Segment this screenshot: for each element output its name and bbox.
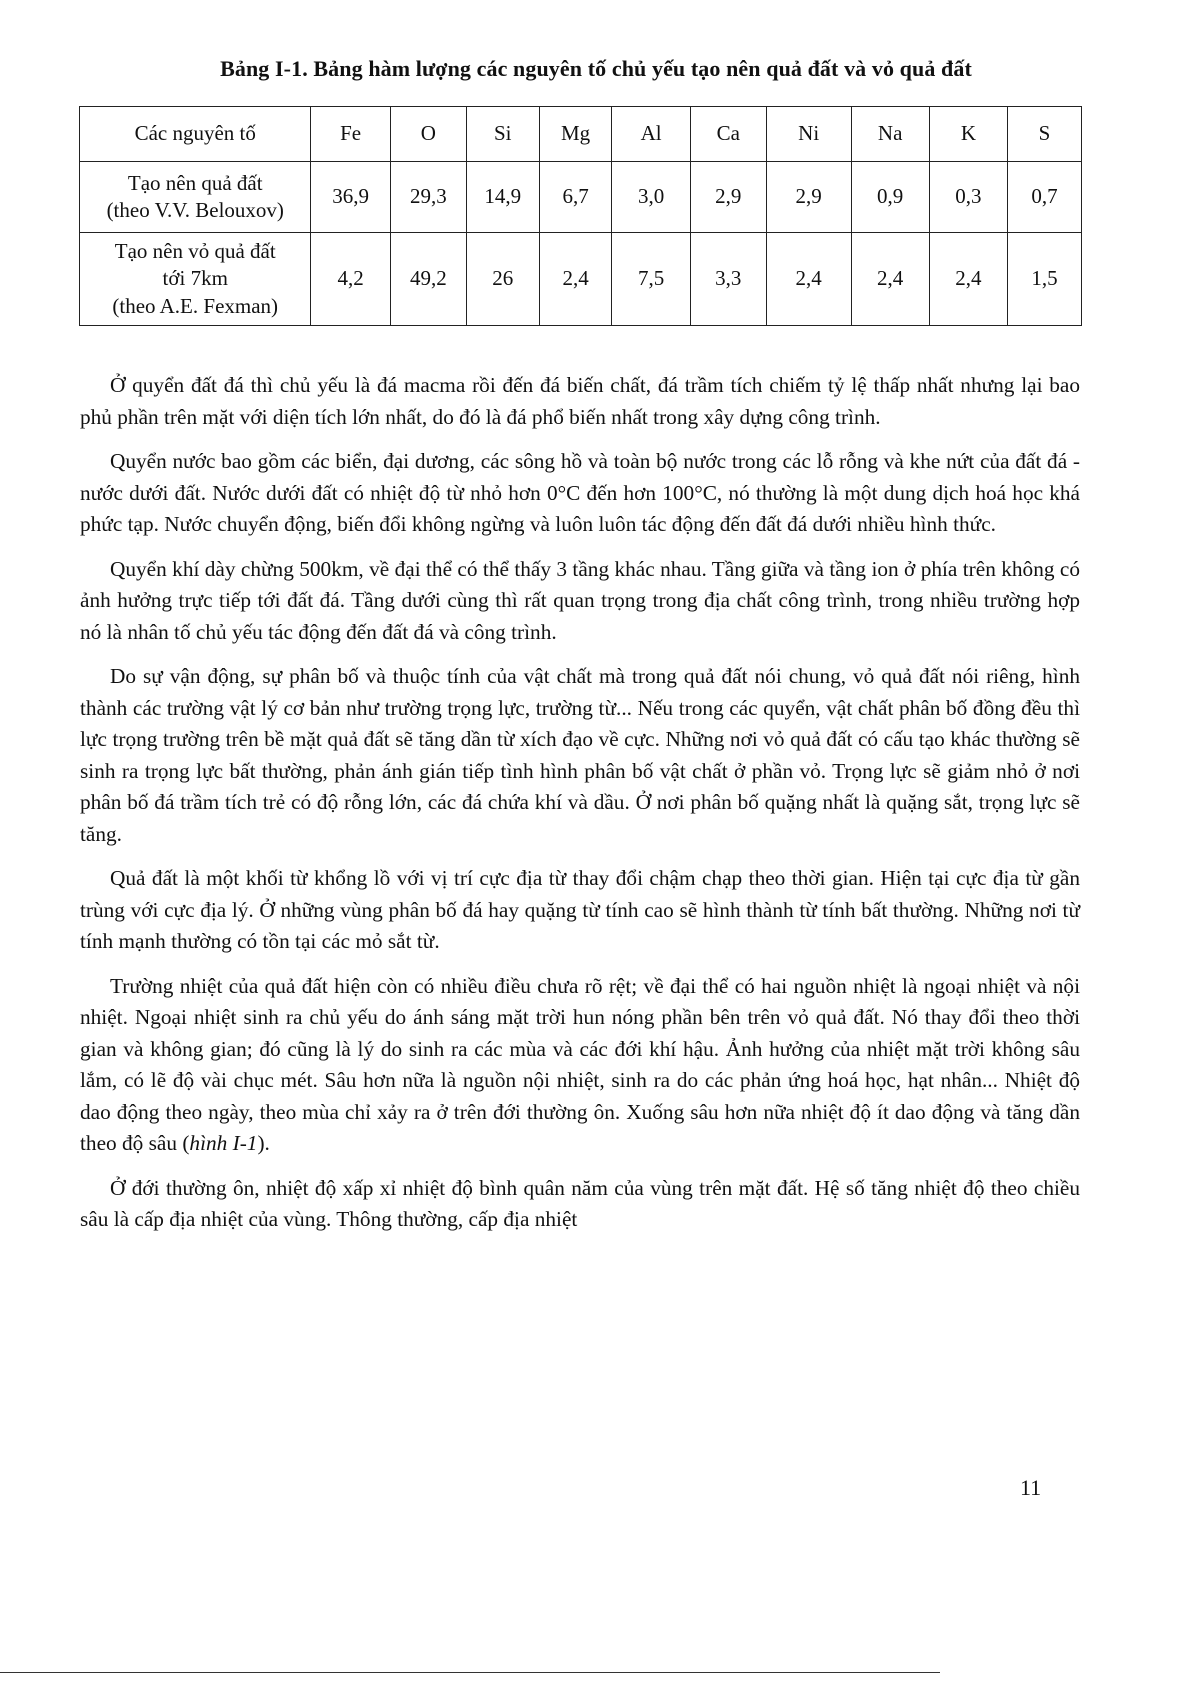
- row-label-line: Tạo nên quả đất: [127, 170, 263, 195]
- table-row: [80, 233, 1082, 326]
- row-label-line: (theo A.E. Fexman): [112, 293, 279, 318]
- row-label-line: tới 7km: [162, 266, 228, 291]
- table-cell: 0,7: [1008, 162, 1082, 233]
- table-cell: 2,9: [690, 162, 766, 233]
- table-cell: 0,9: [851, 162, 929, 233]
- table-cell: 2,4: [851, 233, 929, 326]
- thermal-text: Trường nhiệt của quả đất hiện còn có nhiều điều chưa rõ rệt; về đại thể có hai nguồn nhiệt là ngoại nhiệt và nội nhiệt. Ngoại nhiệt sinh ra chủ yếu do ánh sáng mặt trời hun nóng phần bên trên vỏ quả đất. Nó thay đổi theo thời gian và không gian; đó cũng là lý do sinh ra các mùa và các đới khí hậu. Ảnh hưởng của nhiệt mặt trời không sâu lắm, có lẽ độ vài chục mét. Sâu hơn nữa là nguồn nội nhiệt, sinh ra do các phản ứng hoá học, hạt nhân... Nhiệt độ dao động theo ngày, theo mùa chỉ xảy ra ở trên đới thường ôn. Xuống sâu hơn nữa nhiệt độ ít dao động và tăng dần theo độ sâu (: [80, 973, 1080, 1155]
- bottom-rule: [0, 1672, 940, 1673]
- table-cell: 7,5: [612, 233, 690, 326]
- table-cell: 0,3: [929, 162, 1007, 233]
- column-header: Si: [466, 107, 539, 162]
- column-header: Ni: [766, 107, 851, 162]
- column-header: O: [390, 107, 466, 162]
- table-cell: 2,4: [539, 233, 612, 326]
- table-cell: 4,2: [311, 233, 390, 326]
- table-cell: 1,5: [1008, 233, 1082, 326]
- body-text: [80, 370, 1080, 1249]
- table-caption: [0, 56, 1192, 82]
- table-cell: 14,9: [466, 162, 539, 233]
- column-header: Al: [612, 107, 690, 162]
- column-header: S: [1008, 107, 1082, 162]
- paragraph-atmosphere: Quyển khí dày chừng 500km, về đại thể có thể thấy 3 tầng khác nhau. Tầng giữa và tầng ion ở phía trên không có ảnh hưởng trực tiếp tới đất đá. Tầng dưới cùng thì rất quan trọng trong địa chất công trình, trong nhiều trường hợp nó là nhân tố chủ yếu tác động đến đất đá và công trình.: [80, 556, 1080, 644]
- table-cell: 3,0: [612, 162, 690, 233]
- paragraph-geothermal: Ở đới thường ôn, nhiệt độ xấp xỉ nhiệt độ bình quân năm của vùng trên mặt đất. Hệ số tăng nhiệt độ theo chiều sâu là cấp địa nhiệt của vùng. Thông thường, cấp địa nhiệt: [80, 1175, 1080, 1231]
- table-row: [80, 162, 1082, 233]
- paragraph-hydrosphere: Quyển nước bao gồm các biển, đại dương, các sông hồ và toàn bộ nước trong các lỗ rỗng và khe nứt của đất đá - nước dưới đất. Nước dưới đất có nhiệt độ từ nhỏ hơn 0°C đến hơn 100°C, nó thường là một dung dịch hoá học khá phức tạp. Nước chuyển động, biến đổi không ngừng và luôn luôn tác động đến đất đá dưới nhiều hình thức.: [80, 449, 1080, 536]
- element-content-table: [79, 106, 1082, 326]
- figure-reference: hình I-1: [189, 1131, 258, 1155]
- column-header: Mg: [539, 107, 612, 162]
- row-label-cell: [80, 162, 311, 233]
- table-caption-text: Bảng hàm lượng các nguyên tố chủ yếu tạo nên quả đất và vỏ quả đất: [313, 56, 972, 81]
- table-header-row: [80, 107, 1082, 162]
- paragraph-magnetic-field: Quả đất là một khối từ khổng lồ với vị trí cực địa từ thay đổi chậm chạp theo thời gian. Hiện tại cực địa từ gần trùng với cực địa lý. Ở những vùng phân bố đá hay quặng từ tính cao sẽ hình thành từ tính bất thường. Những nơi từ tính mạnh thường có tồn tại các mỏ sắt từ.: [80, 866, 1080, 953]
- row-label-line: Tạo nên vỏ quả đất: [114, 239, 276, 264]
- paragraph-rock-sphere: Ở quyển đất đá thì chủ yếu là đá macma rồi đến đá biến chất, đá trầm tích chiếm tỷ lệ thấp nhất nhưng lại bao phủ phần trên mặt với diện tích lớn nhất, do đó là đá phổ biến nhất trong xây dựng công trình.: [80, 373, 1080, 429]
- header-label-cell: Các nguyên tố: [80, 107, 311, 162]
- table-cell: 2,4: [929, 233, 1007, 326]
- table-cell: 26: [466, 233, 539, 326]
- table-cell: 49,2: [390, 233, 466, 326]
- table-cell: 29,3: [390, 162, 466, 233]
- thermal-text-end: ).: [257, 1131, 270, 1155]
- table-cell: 6,7: [539, 162, 612, 233]
- table-cell: 36,9: [311, 162, 390, 233]
- page-number: 11: [1020, 1475, 1042, 1500]
- paragraph-thermal-field: [80, 971, 1080, 1160]
- table-cell: 2,9: [766, 162, 851, 233]
- table-cell: 2,4: [766, 233, 851, 326]
- row-label-line: (theo V.V. Belouxov): [106, 198, 284, 222]
- table-caption-lead: Bảng I-1.: [220, 56, 308, 81]
- column-header: Fe: [311, 107, 390, 162]
- column-header: Na: [851, 107, 929, 162]
- paragraph-physical-fields: Do sự vận động, sự phân bố và thuộc tính của vật chất mà trong quả đất nói chung, vỏ quả đất nói riêng, hình thành các trường vật lý cơ bản như trường trọng lực, trường từ... Nếu trong các quyển, vật chất phân bố đồng đều thì lực trọng trường trên bề mặt quả đất sẽ tăng dần từ xích đạo về cực. Những nơi vỏ quả đất có cấu tạo khác thường sẽ sinh ra trọng lực bất thường, phản ánh gián tiếp tình hình phân bố vật chất ở phần vỏ. Trọng lực sẽ giảm nhỏ ở nơi phân bố đá trầm tích trẻ có độ rỗng lớn, các đá chứa khí và dầu. Ở nơi phân bố quặng nhất là quặng sắt, trọng lực sẽ tăng.: [80, 664, 1080, 846]
- column-header: K: [929, 107, 1007, 162]
- row-label-cell: [80, 233, 311, 326]
- column-header: Ca: [690, 107, 766, 162]
- table-cell: 3,3: [690, 233, 766, 326]
